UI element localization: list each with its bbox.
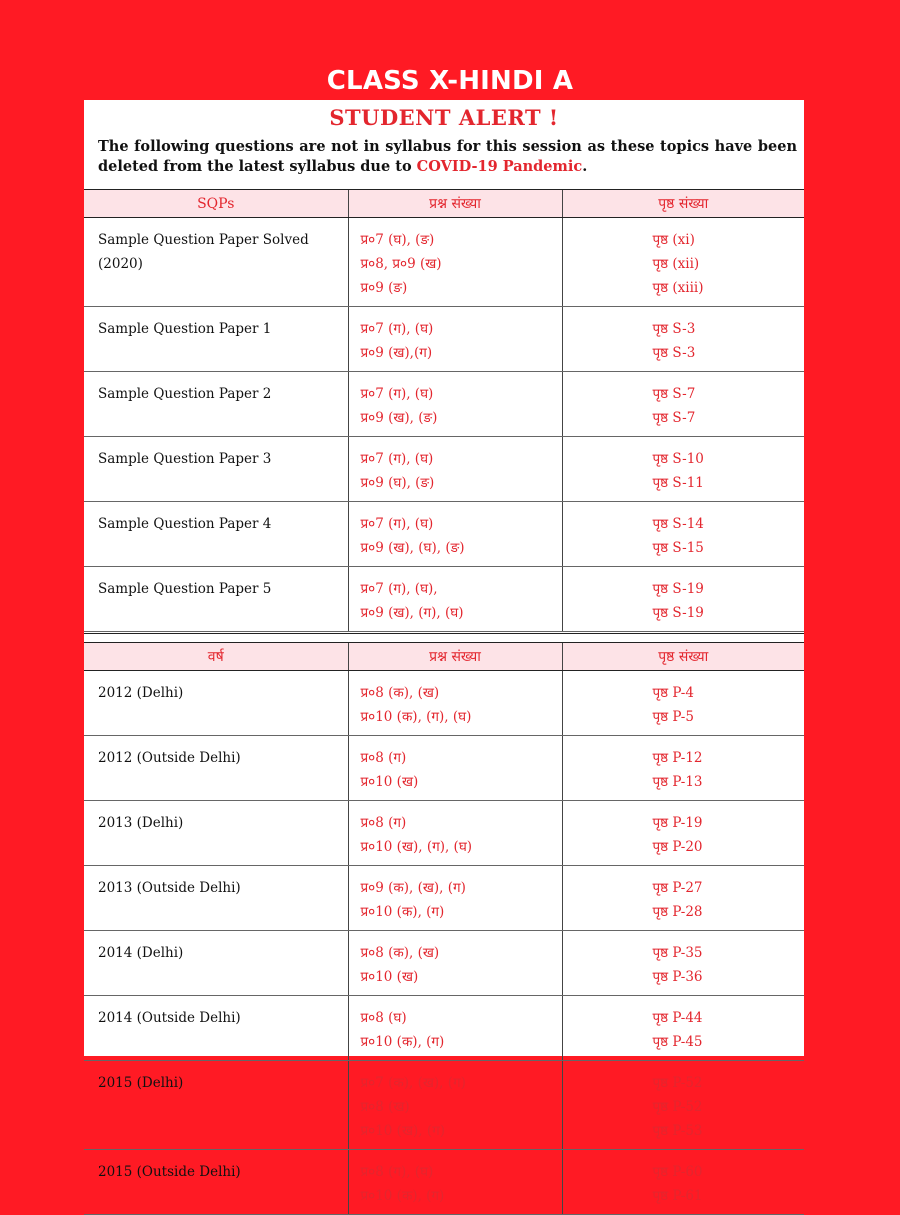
col-header-year: वर्ष [84,643,348,671]
page-ref: पृष्ठ S-19 [652,581,704,597]
question-ref: प्र०9 (ख), (घ), (ङ) [360,540,465,556]
question-ref: प्र०10 (क), (ग) [360,1188,445,1204]
table-row [84,1061,804,1150]
page-cell [562,996,804,1061]
question-cell [348,218,562,307]
page-cell [562,866,804,931]
alert-title: STUDENT ALERT ! [329,105,559,130]
page-ref: पृष्ठ P-53 [652,1123,703,1139]
question-ref: प्र०8 (क), (ख) [360,945,440,961]
question-ref: प्र०10 (ख) [360,774,419,790]
table-row [84,218,804,307]
question-ref: प्र०8 (ख) [360,1099,410,1115]
question-ref: प्र०7 (ग), (घ), [360,581,438,597]
question-ref: प्र०10 (ख), (ग), (घ) [360,839,473,855]
page-ref: पृष्ठ P-45 [652,1034,703,1050]
page-ref: पृष्ठ S-14 [652,516,704,532]
page-ref: पृष्ठ (xii) [652,256,700,272]
table-row [84,372,804,437]
table-row [84,801,804,866]
page-ref: पृष्ठ P-28 [652,904,703,920]
question-cell [348,307,562,372]
question-ref: प्र०8 (ग), (घ) [360,1164,434,1180]
row-label: Sample Question Paper Solved (2020) [84,218,348,307]
page-ref: पृष्ठ (xi) [652,232,695,248]
notice-text: The following questions are not in syllabus for this session as these topics have been deleted from the latest syllabus due to [98,138,797,175]
table-row [84,736,804,801]
page-cell [562,502,804,567]
col-header-page-no: पृष्ठ संख्या [562,190,804,218]
col-header-question-no: प्रश्न संख्या [348,190,562,218]
notice-end: . [582,158,588,175]
question-cell [348,1061,562,1150]
question-cell [348,866,562,931]
question-cell [348,996,562,1061]
page-cell [562,1150,804,1215]
question-ref: प्र०8 (क), (ख) [360,685,440,701]
col-header-sqps: SQPs [84,190,348,218]
page-cell [562,1061,804,1150]
row-label: Sample Question Paper 5 [84,567,348,632]
question-cell [348,372,562,437]
question-ref: प्र०10 (क), (ग), (घ) [360,709,472,725]
page-ref: पृष्ठ P-52 [652,1075,703,1091]
row-label: Sample Question Paper 1 [84,307,348,372]
row-label: 2015 (Delhi) [84,1061,348,1150]
question-ref: प्र०7 (ग), (घ) [360,386,434,402]
row-label: Sample Question Paper 3 [84,437,348,502]
question-ref: प्र०8 (ग) [360,750,407,766]
question-ref: प्र०9 (ख),(ग) [360,345,433,361]
sqp-table-body [84,218,804,632]
row-label: 2013 (Outside Delhi) [84,866,348,931]
page-ref: पृष्ठ P-4 [652,685,694,701]
row-label: Sample Question Paper 2 [84,372,348,437]
page-ref: पृष्ठ P-61 [652,1188,703,1204]
question-ref: प्र०8 (ग) [360,815,407,831]
page-ref: पृष्ठ P-12 [652,750,703,766]
row-label: Sample Question Paper 4 [84,502,348,567]
sqp-table [84,189,804,632]
page-ref: पृष्ठ (xiii) [652,280,704,296]
row-label: 2012 (Delhi) [84,671,348,736]
question-ref: प्र०10 (ख) [360,969,419,985]
question-cell [348,736,562,801]
alert-sheet [84,100,804,1204]
table-row [84,567,804,632]
row-label: 2012 (Outside Delhi) [84,736,348,801]
year-table [84,642,804,1215]
page-ref: पृष्ठ S-3 [652,345,696,361]
question-cell [348,801,562,866]
page-ref: पृष्ठ P-27 [652,880,703,896]
page-ref: पृष्ठ S-11 [652,475,704,491]
page-title: CLASS X-HINDI A [326,66,574,96]
page-cell [562,931,804,996]
page-cell [562,671,804,736]
page-ref: पृष्ठ P-35 [652,945,703,961]
question-ref: प्र०8, प्र०9 (ख) [360,256,442,272]
year-table-body [84,671,804,1215]
year-header-row [84,643,804,671]
table-row [84,996,804,1061]
page-ref: पृष्ठ P-19 [652,815,703,831]
table-row [84,502,804,567]
page-ref: पृष्ठ P-20 [652,839,703,855]
question-ref: प्र०7 (ग), (घ) [360,451,434,467]
page-ref: पृष्ठ S-3 [652,321,696,337]
table-row [84,671,804,736]
question-cell [348,437,562,502]
page-cell [562,801,804,866]
question-cell [348,567,562,632]
question-ref: प्र०10 (क), (ग) [360,904,445,920]
question-ref: प्र०7 (क), (ख), (ग) [360,1075,466,1091]
row-label: 2014 (Outside Delhi) [84,996,348,1061]
table-row [84,437,804,502]
page-ref: पृष्ठ P-5 [652,709,694,725]
page-ref: पृष्ठ P-36 [652,969,703,985]
page-ref: पृष्ठ P-44 [652,1010,703,1026]
table-row [84,1150,804,1215]
page-ref: पृष्ठ S-15 [652,540,704,556]
question-ref: प्र०7 (ग), (घ) [360,516,434,532]
question-ref: प्र०10 (क), (ग) [360,1034,445,1050]
question-cell [348,671,562,736]
notice-paragraph [98,137,797,177]
question-ref: प्र०9 (क), (ख), (ग) [360,880,466,896]
row-label: 2013 (Delhi) [84,801,348,866]
question-ref: प्र०10 (ख), (ग) [360,1123,445,1139]
question-ref: प्र०9 (घ), (ङ) [360,475,435,491]
page-ref: पृष्ठ S-7 [652,386,696,402]
table-divider [84,633,804,642]
page-cell [562,307,804,372]
question-cell [348,502,562,567]
question-ref: प्र०7 (ग), (घ) [360,321,434,337]
page-cell [562,437,804,502]
question-cell [348,1150,562,1215]
question-ref: प्र०9 (ख), (ङ) [360,410,438,426]
sqp-header-row [84,190,804,218]
table-row [84,307,804,372]
question-ref: प्र०9 (ख), (ग), (घ) [360,605,464,621]
notice-highlight: COVID-19 Pandemic [416,158,583,175]
page-cell [562,567,804,632]
question-cell [348,931,562,996]
page-ref: पृष्ठ P-52 [652,1099,703,1115]
col-header-question-no: प्रश्न संख्या [348,643,562,671]
question-ref: प्र०8 (घ) [360,1010,407,1026]
question-ref: प्र०9 (ङ) [360,280,408,296]
question-ref: प्र०7 (घ), (ङ) [360,232,435,248]
page-cell [562,218,804,307]
page-ref: पृष्ठ S-7 [652,410,696,426]
row-label: 2015 (Outside Delhi) [84,1150,348,1215]
page-ref: पृष्ठ S-19 [652,605,704,621]
page-ref: पृष्ठ P-13 [652,774,703,790]
page-ref: पृष्ठ S-10 [652,451,704,467]
table-row [84,931,804,996]
page-cell [562,736,804,801]
table-row [84,866,804,931]
row-label: 2014 (Delhi) [84,931,348,996]
page-ref: पृष्ठ P-60 [652,1164,703,1180]
col-header-page-no: पृष्ठ संख्या [562,643,804,671]
page-cell [562,372,804,437]
